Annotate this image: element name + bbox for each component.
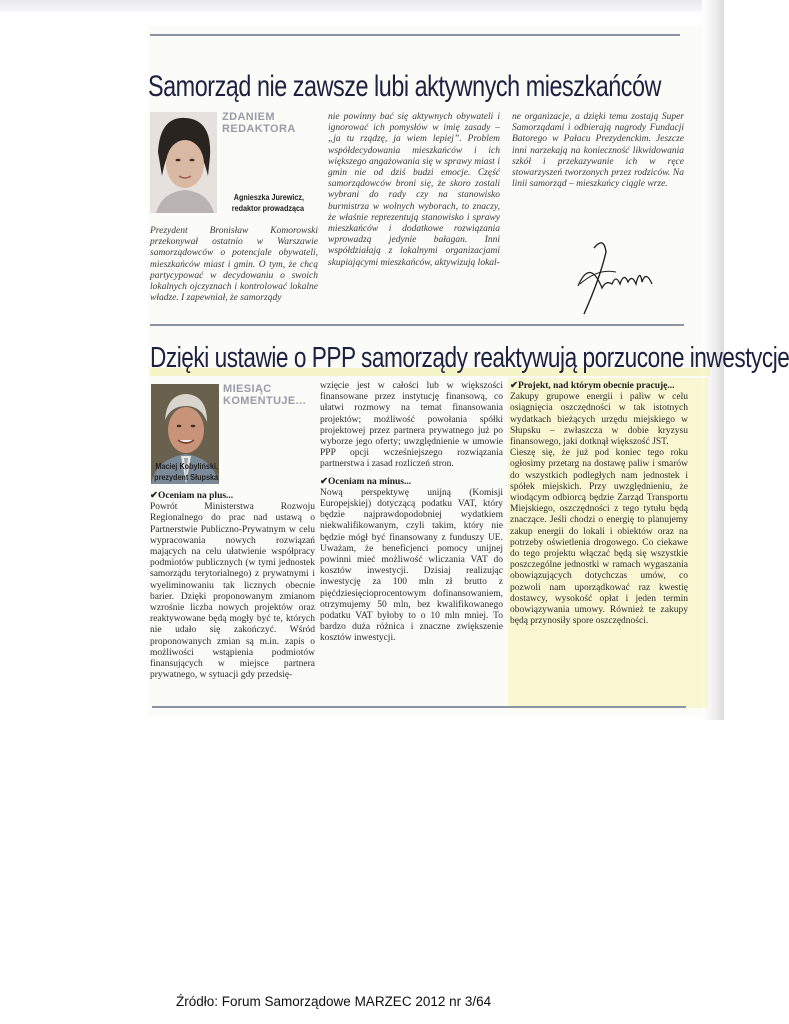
author-photo bbox=[150, 112, 217, 213]
article2-column-2 bbox=[320, 381, 503, 701]
subhead-minus: ✔Oceniam na minus... bbox=[320, 476, 412, 487]
article2-byline bbox=[99, 461, 218, 483]
editor-signature bbox=[560, 228, 660, 314]
article1-column-1: Prezydent Bronisław Komorowski przekonywał ostatnio w Warszawie samorządowców o potencjale obywateli, mieszkańców miast i gmin. O tym, że chcą partycypować w decydowaniu o swoich lokalnych ojczyznach i kontrolować lokalne władze. I zapewniał, że samorządy bbox=[150, 226, 318, 304]
byline-name: Agnieszka Jurewicz, bbox=[233, 192, 304, 202]
top-rule bbox=[150, 34, 680, 36]
article1-column-2: nie powinny bać się aktywnych obywateli i ignorować ich pomysłów w imię zasady – „ja tu rządzę, ja wiem lepiej”. Problem współdecydowania mieszkańców i ich większego angażowania się w sprawy miast i gmin nie od dziś budzi emocje. Część samorządowców broni się, że skoro zostali wybrani do rady czy na stanowisko burmistrza w wolnych wyborach, to znaczy, że właśnie reprezentują stanowisko i sprawy mieszkańców i dodatkowe rozwiązania wprowadzą jedynie bałagan. Inni współdziałają z lokalnymi organizacjami skupiającymi mieszkańców, aktywizują lokal- bbox=[328, 112, 500, 268]
bottom-rule bbox=[152, 706, 686, 708]
article2-headline: Dzięki ustawie o PPP samorządy reaktywują porzucone inwestycje bbox=[150, 342, 789, 374]
article1-byline bbox=[232, 192, 304, 214]
column-text: Cieszę się, że już pod koniec tego roku ogłosimy przetarg na dostawę paliw i smarów do wszystkich podległych nam jednostek i spółek miejskich. Przy uwzględnieniu, że wiodącym odbiorcą będzie Zarząd Transportu Miejskiego, oszczędności z tego tytułu będą znaczące. Jeśli chodzi o energię to planujemy zakup energii do lokali i obiektów oraz na potrzeby oświetlenia drogowego. Co ciekawe do tego projektu włączać będą się wszystkie poszczególne jednostki w ramach wygaszania obowiązujących dotychczas umów, co pozwoli nam uporządkować raz kwestię dostawcy, wysokość opłat i jeden termin obowiązywania umowy. Również te zakupy będą przynosiły spore oszczędności. bbox=[510, 448, 688, 627]
source-caption: Źródło: Forum Samorządowe MARZEC 2012 nr 3/64 bbox=[176, 994, 492, 1009]
article2-column-3 bbox=[510, 381, 688, 701]
byline-role: redaktor prowadząca bbox=[231, 203, 304, 213]
article1-headline: Samorząd nie zawsze lubi aktywnych mieszkańców bbox=[148, 70, 661, 103]
article2-column-1 bbox=[150, 491, 315, 701]
article2-kicker: MIESIĄC KOMENTUJE... bbox=[223, 383, 307, 407]
subhead-project: ✔Projekt, nad którym obecnie pracuję... bbox=[510, 381, 675, 391]
column-text: Zakupy grupowe energii i paliw w celu osiągnięcia oszczędności w tak istotnych wydatkach bieżących urzędu miejskiego w Słupsku – zwłaszcza w dobie kryzysu finansowego, jaki dotknął większość JST. bbox=[510, 392, 688, 448]
article1-kicker: ZDANIEM REDAKTORA bbox=[222, 111, 296, 135]
byline-name: Maciej Kobyliński, bbox=[155, 461, 218, 471]
column-text: Nową perspektywę unijną (Komisji Europejskiej) dotyczącą podatku VAT, który będzie najprawdopodobniej wydatkiem niekwalifikowanym, czyli takim, który nie będzie mógł być finansowany z funduszy UE. Uważam, że beneficjenci pomocy unijnej powinni mieć możliwość wliczania VAT do kosztów inwestycji. Dzisiaj realizując inwestycję za 100 mln zł brutto z pięćdziesięcioprocentowym dofinansowaniem, otrzymujemy 50 mln, bez kwalifikowanego podatku VAT byłoby to o 10 mln mniej. To bardzo duża różnica i znaczne zwiększenie kosztów inwestycji. bbox=[320, 487, 503, 644]
column-text: wzięcie jest w całości lub w większości finansowane przez instytucję finansową, co ułatwi rozmowy na temat finansowania projektów; możliwość powołania spółki projektowej przez partnera prywatnego już po wyborze jego oferty; uwzględnienie w umowie PPP opcji wcześniejszego rozwiązania partnerstwa i zasad rozliczeń stron. bbox=[320, 381, 503, 470]
subhead-plus: ✔Oceniam na plus... bbox=[150, 491, 234, 501]
section-divider bbox=[150, 324, 684, 326]
article1-column-3: ne organizacje, a dzięki temu zostają Super Samorządami i odbierają nagrody Fundacji Batorego w Pałacu Prezydenckim. Jeszcze inni narzekają na konieczność likwidowania szkół i przekazywanie ich w ręce stowarzyszeń tworzonych przez rodziców. Na linii samorząd – mieszkańcy ciągle wrze. bbox=[512, 112, 684, 190]
scan-top-edge bbox=[0, 0, 724, 12]
byline-role: prezydent Słupska bbox=[154, 472, 218, 482]
column-text: Powrót Ministerstwa Rozwoju Regionalnego do prac nad ustawą o Partnerstwie Publiczno-Prywatnym w celu wypracowania nowych rozwiązań mających na celu ułatwienie współpracy podmiotów publicznych (w tymi jednostek samorządu terytorialnego) z prywatnymi i wyeliminowaniu tak licznych obecnie barier. Dzięki proponowanym zmianom wzrośnie liczba nowych projektów oraz reaktywowane będą mogły być te, których nie udało się zakończyć. Wśród proponowanych zmian są m.in. zapis o możliwości wstąpienia podmiotów finansujących w miejsce partnera prywatnego, w sytuacji gdy przedsię- bbox=[150, 502, 315, 681]
